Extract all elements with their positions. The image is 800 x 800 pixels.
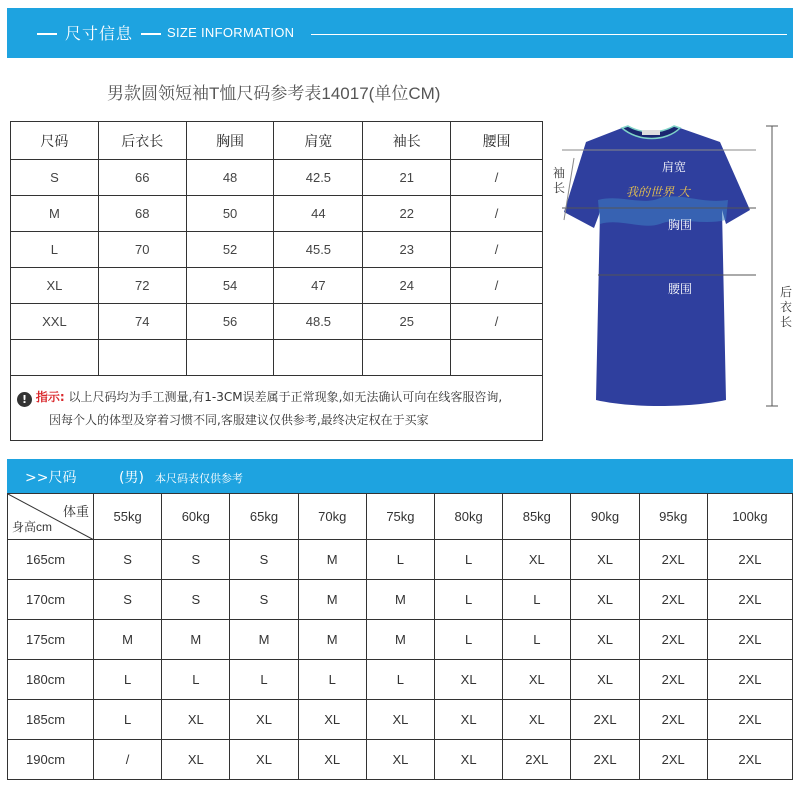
weight-cell: 55kg [94,494,162,540]
weight-cell: 70kg [298,494,366,540]
size-cell: XL [571,620,639,660]
weight-cell: 100kg [707,494,792,540]
table-cell: 72 [98,268,186,304]
print-wave [598,196,728,225]
size-cell: L [366,540,434,580]
size-cell: S [162,540,230,580]
size-cell: M [230,620,298,660]
size-cell: 2XL [707,580,792,620]
table-cell [451,340,543,376]
size-cell: L [230,660,298,700]
table-cell [11,340,99,376]
size-cell: S [94,580,162,620]
size-table-header [11,122,543,160]
size-cell: XL [230,700,298,740]
header-cell: 腰围 [451,122,543,160]
size-cell: 2XL [639,580,707,620]
print-text: 我的世界 大 [626,185,690,199]
table-row [11,268,543,304]
size-cell: L [162,660,230,700]
height-cell: 180cm [8,660,94,700]
size-cell: XL [162,740,230,780]
size-cell: XL [503,660,571,700]
banner-dash-right [141,33,161,35]
size-cell: XL [503,700,571,740]
table-cell: 44 [274,196,363,232]
table-row [11,196,543,232]
size-cell: L [366,660,434,700]
size-cell: L [503,620,571,660]
table-cell: 54 [186,268,274,304]
header-cell: 胸围 [186,122,274,160]
table-row [11,160,543,196]
table-row [8,540,793,580]
size-cell: 2XL [571,740,639,780]
table-cell: 45.5 [274,232,363,268]
table-cell: S [11,160,99,196]
size-cell: / [94,740,162,780]
table-cell: 74 [98,304,186,340]
size-cell: S [230,580,298,620]
height-cell: 185cm [8,700,94,740]
size-cell: M [298,540,366,580]
size-cell: 2XL [707,740,792,780]
weight-cell: 90kg [571,494,639,540]
table-cell: 24 [363,268,451,304]
size-cell: L [435,580,503,620]
measurement-note [17,386,537,432]
size-cell: 2XL [707,660,792,700]
size-cell: 2XL [639,620,707,660]
height-cell: 170cm [8,580,94,620]
table-cell: 21 [363,160,451,196]
table-cell: M [11,196,99,232]
table-cell: / [451,268,543,304]
table-cell: XXL [11,304,99,340]
size-cell: XL [230,740,298,780]
chest-label: 胸围 [668,218,693,232]
header-cell: 后衣长 [98,122,186,160]
size-info-banner [7,8,793,58]
warning-icon: ! [17,392,32,407]
size-cell: 2XL [639,700,707,740]
table-cell [274,340,363,376]
size-cell: L [298,660,366,700]
size-cell: S [162,580,230,620]
height-cell: 190cm [8,740,94,780]
weight-cell: 60kg [162,494,230,540]
size-cell: XL [298,740,366,780]
header-cell: 肩宽 [274,122,363,160]
size-cell: 2XL [639,660,707,700]
size-cell: 2XL [503,740,571,780]
table-row [8,620,793,660]
size-cell: L [94,660,162,700]
size-cell: 2XL [707,540,792,580]
size-cell: 2XL [639,740,707,780]
table-cell: 56 [186,304,274,340]
sleeve-label: 袖长 [552,166,565,195]
table-cell: 48 [186,160,274,196]
table-row [8,740,793,780]
size-guide-note: 本尺码表仅供参考 [155,472,243,485]
size-cell: M [298,620,366,660]
size-cell: M [162,620,230,660]
shoulder-label: 肩宽 [662,160,687,174]
table-cell: 52 [186,232,274,268]
size-cell: L [435,540,503,580]
height-weight-table [7,493,793,780]
size-guide-banner [7,459,793,493]
weight-axis-label: 体重 [62,504,89,519]
size-cell: 2XL [571,700,639,740]
table-cell [186,340,274,376]
size-cell: XL [571,580,639,620]
size-cell: M [298,580,366,620]
table-row [8,660,793,700]
weight-header-row [8,494,793,540]
length-label: 后衣长 [779,285,792,329]
size-cell: XL [571,660,639,700]
size-cell: S [230,540,298,580]
table-cell: 68 [98,196,186,232]
shirt-illustration [550,120,800,420]
table-cell: 50 [186,196,274,232]
height-cell: 165cm [8,540,94,580]
banner-title-en: SIZE INFORMATION [167,25,295,40]
height-axis-label: 身高cm [12,520,52,534]
weight-cell: 65kg [230,494,298,540]
weight-cell: 80kg [435,494,503,540]
table-cell: / [451,160,543,196]
banner-title-cn: 尺寸信息 [65,24,134,43]
table-cell: 47 [274,268,363,304]
table-cell: 23 [363,232,451,268]
size-cell: XL [435,700,503,740]
size-cell: 2XL [707,620,792,660]
table-cell: / [451,232,543,268]
size-cell: L [94,700,162,740]
table-row [8,700,793,740]
table-row [11,232,543,268]
size-cell: XL [366,700,434,740]
table-row [11,304,543,340]
table-row [8,580,793,620]
note-line-1: 以上尺码均为手工测量,有1-3CM误差属于正常现象,如无法确认可向在线客服咨询, [68,390,503,404]
table-cell: 22 [363,196,451,232]
table-cell: XL [11,268,99,304]
size-cell: XL [503,540,571,580]
banner-dash-left [37,33,57,35]
table-cell: / [451,196,543,232]
header-cell: 尺码 [11,122,99,160]
size-cell: 2XL [707,700,792,740]
table-cell: L [11,232,99,268]
table-cell: 66 [98,160,186,196]
size-table-title: 男款圆领短袖T恤尺码参考表14017(单位CM) [107,84,441,103]
size-guide-title: >>尺码 [25,470,77,486]
shirt-body [564,128,750,406]
weight-cell: 95kg [639,494,707,540]
size-cell: XL [366,740,434,780]
size-cell: L [435,620,503,660]
size-cell: L [503,580,571,620]
table-cell [98,340,186,376]
height-cell: 175cm [8,620,94,660]
size-cell: S [94,540,162,580]
weight-cell: 75kg [366,494,434,540]
gender-label: (男) [119,470,144,486]
table-cell: 25 [363,304,451,340]
size-cell: XL [571,540,639,580]
corner-cell [8,494,94,540]
banner-line [311,34,787,35]
size-cell: M [94,620,162,660]
header-cell: 袖长 [363,122,451,160]
table-cell [363,340,451,376]
size-cell: M [366,620,434,660]
note-line-2: 因每个人的体型及穿着习惯不同,客服建议仅供参考,最终决定权在于买家 [49,413,429,427]
size-cell: 2XL [639,540,707,580]
waist-label: 腰围 [668,282,693,296]
size-cell: XL [298,700,366,740]
weight-cell: 85kg [503,494,571,540]
table-cell: 48.5 [274,304,363,340]
shirt-tag [642,130,660,135]
size-cell: XL [435,740,503,780]
size-cell: M [366,580,434,620]
table-cell: 42.5 [274,160,363,196]
note-label: 指示: [35,390,65,404]
table-cell: / [451,304,543,340]
table-row-empty [11,340,543,376]
size-cell: XL [162,700,230,740]
table-cell: 70 [98,232,186,268]
size-table [10,121,543,376]
size-cell: XL [435,660,503,700]
